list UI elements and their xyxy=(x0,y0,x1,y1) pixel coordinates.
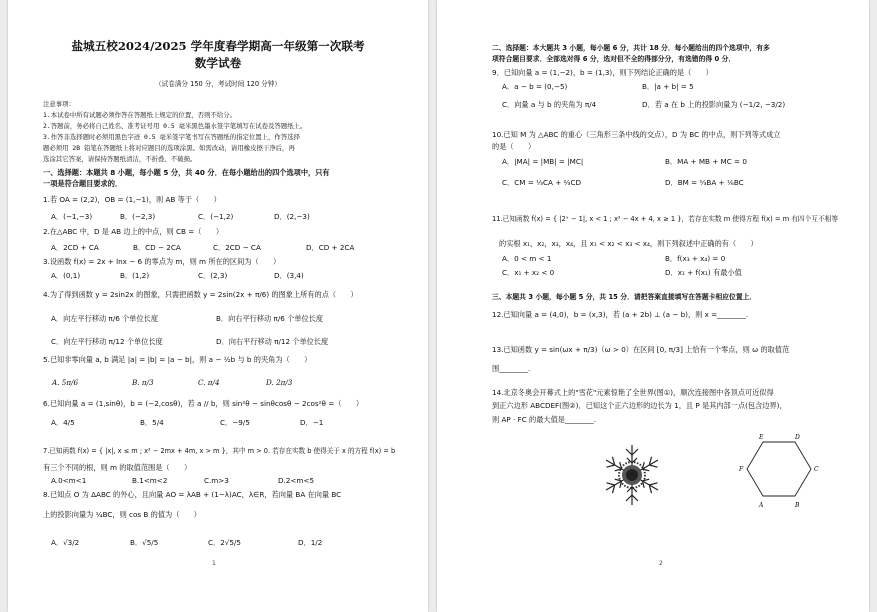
q7-option-a: A.0<m<1 xyxy=(51,476,87,485)
q6-option-d: D．−1 xyxy=(300,418,324,427)
q3-option-b: B．(1,2) xyxy=(120,271,150,280)
vertex-f-label: F xyxy=(739,466,744,473)
q5-option-d: D. 2π/3 xyxy=(266,378,293,387)
page-2 xyxy=(437,0,869,612)
question-7: 7.已知函数 f(x) = { |x|, x ≤ m ; x² − 2mx + 4m, x > m }，其中 m > 0. 若存在实数 b 使得关于 x 的方程 f(x) = b xyxy=(43,447,396,455)
q3-option-a: A．(0,1) xyxy=(51,271,81,280)
notice-line: 选涂其它答案，请保持答题纸清洁，不折叠、不破损。 xyxy=(43,155,197,163)
q5-option-a: A. 5π/6 xyxy=(52,378,79,387)
notice-line: 3.作答非选择题时必须用黑色字迹 0.5 毫米签字笔书写在答题纸的指定位置上，作答选择 xyxy=(43,133,300,141)
question-11-cont: 的实根 x₁，x₂，x₃，x₄，且 x₁ < x₂ < x₃ < x₄，则下列叙述中正确的有（ ） xyxy=(499,239,758,248)
q9-option-d: D．若 a 在 b 上的投影向量为 (−1/2, −3/2) xyxy=(642,100,786,109)
q6-option-c: C．−9/5 xyxy=(220,418,250,427)
notice-line: 1.本试卷中所有试题必须作答在答题纸上规定的位置，否则不给分。 xyxy=(43,111,237,119)
question-10-cont: 的是（ ） xyxy=(492,142,536,151)
q1-option-c: C．(−1,2) xyxy=(198,212,234,221)
q2-option-d: D．CD + 2CA xyxy=(306,243,355,252)
q7-option-c: C.m>3 xyxy=(204,476,229,485)
notice-line: 2.答题前，务必将自己姓名、准考证号用 0.5 毫米黑色墨水签字笔填写在试卷及答题纸上。 xyxy=(43,122,307,130)
question-8: 8.已知点 O 为 ΔABC 的外心，且向量 AO = λAB + (1−λ)AC，λ∈R，若向量 BA 在向量 BC xyxy=(43,490,342,499)
q10-option-d: D．BM = ⅓BA + ⅙BC xyxy=(665,178,744,187)
q8-option-a: A．√3/2 xyxy=(51,538,80,547)
exam-subtitle: 数学试卷 xyxy=(194,56,242,70)
page-1 xyxy=(8,0,428,612)
page-number: 1 xyxy=(212,560,216,567)
question-10: 10.已知 M 为 △ABC 的重心（三角形三条中线的交点），D 为 BC 的中点，则下列等式成立 xyxy=(492,130,781,139)
q6-option-a: A．4/5 xyxy=(51,418,75,427)
question-13-cont: 围________. xyxy=(492,364,531,373)
section-2-heading-cont: 项符合题目要求．全部选对得 6 分，选对但不全的得部分分，有选错的得 0 分． xyxy=(492,55,736,63)
q10-option-c: C．CM = ⅓CA + ⅔CD xyxy=(502,178,582,187)
question-12: 12.已知向量 a = (4,0)，b = (x,3)，若 (a + 2b) ⊥ (a − b)，则 x =________. xyxy=(492,310,749,319)
q3-option-c: C．(2,3) xyxy=(198,271,228,280)
section-1-heading: 一、选择题：本题共 8 小题，每小题 5 分，共 40 分．在每小题给出的四个选项中，只有 xyxy=(43,168,330,177)
q5-option-b: B. π/3 xyxy=(132,378,154,387)
hexagon-figure xyxy=(735,432,830,512)
q1-option-a: A．(−1,−3) xyxy=(51,212,93,221)
question-13: 13.已知函数 y = sin(ωx + π/3)（ω > 0）在区间 [0, π/3] 上恰有一个零点，则 ω 的取值范 xyxy=(492,345,790,354)
exam-info: （试卷满分 150 分，考试时间 120 分钟） xyxy=(155,80,281,88)
question-9: 9．已知向量 a = (1,−2)，b = (1,3)，则下列结论正确的是（ ） xyxy=(492,68,713,77)
vertex-a-label: A xyxy=(759,502,764,509)
question-2: 2.在△ABC 中，D 是 AB 边上的中点，则 CB =（ ） xyxy=(43,227,224,236)
section-1-heading-cont: 一项是符合题目要求的． xyxy=(43,179,123,188)
q1-option-d: D．(2,−3) xyxy=(274,212,310,221)
q4-option-d: D．向右平行移动 π/12 个单位长度 xyxy=(216,337,329,346)
question-7-cont: 有三个不同的根，则 m 的取值范围是（ ） xyxy=(43,463,192,472)
question-4: 4.为了得到函数 y = 2sin2x 的图象，只需把函数 y = 2sin(2x + π/6) 的图象上所有的点（ ） xyxy=(43,290,358,299)
section-2-heading: 二、选择题：本大题共 3 小题，每小题 6 分，共计 18 分．每小题给出的四个选项中，有多 xyxy=(492,44,770,52)
question-1: 1.若 OA = (2,2)，OB = (1,−1)，则 AB 等于（ ） xyxy=(43,195,221,204)
q9-option-c: C．向量 a 与 b 的夹角为 π/4 xyxy=(502,100,597,109)
question-3: 3.设函数 f(x) = 2x + lnx − 6 的零点为 m，则 m 所在的区间为（ ） xyxy=(43,257,281,266)
q8-option-d: D．1/2 xyxy=(298,538,323,547)
question-14: 14.北京冬奥会开幕式上的"雪花"元素惊艳了全世界(图①)，顺次连接图中各顶点可近似得 xyxy=(492,388,774,397)
q9-option-b: B．|a + b| = 5 xyxy=(642,82,694,91)
notice-line: 题必须用 2B 铅笔在答题纸上将对应题目的选项涂黑。如需改动，请用橡皮擦干净后，再 xyxy=(43,144,295,152)
q10-option-a: A．|MA| = |MB| = |MC| xyxy=(502,157,584,166)
vertex-e-label: E xyxy=(759,434,764,441)
q7-option-d: D.2<m<5 xyxy=(278,476,315,485)
page-number: 2 xyxy=(659,560,663,567)
vertex-b-label: B xyxy=(795,502,800,509)
q4-option-b: B．向右平行移动 π/6 个单位长度 xyxy=(216,314,324,323)
q6-option-b: B．5/4 xyxy=(140,418,164,427)
vertex-c-label: C xyxy=(814,466,819,473)
q2-option-a: A．2CD + CA xyxy=(51,243,99,252)
q11-option-a: A．0 < m < 1 xyxy=(502,254,552,263)
q10-option-b: B．MA + MB + MC = 0 xyxy=(665,157,747,166)
exam-title: 盐城五校2024/2025 学年度春学期高一年级第一次联考 xyxy=(71,39,365,53)
question-6: 6.已知向量 a = (1,sinθ)，b = (−2,cosθ)，若 a // b，则 sin²θ − sinθcosθ − 2cos²θ =（ ） xyxy=(43,399,364,408)
q11-option-b: B．f(x₃ + x₄) = 0 xyxy=(665,254,726,263)
question-5: 5.已知非零向量 a, b 满足 |a| = |b| = |a − b|，则 a − ½b 与 b 的夹角为（ ） xyxy=(43,355,312,364)
q2-option-c: C．2CD − CA xyxy=(213,243,261,252)
q9-option-a: A．a − b = (0,−5) xyxy=(502,82,568,91)
snowflake-figure xyxy=(597,440,667,510)
q4-option-a: A．向左平行移动 π/6 个单位长度 xyxy=(51,314,159,323)
q8-option-b: B．√5/5 xyxy=(130,538,159,547)
q8-option-c: C．2√5/5 xyxy=(208,538,241,547)
q11-option-c: C．x₁ + x₂ < 0 xyxy=(502,268,555,277)
q2-option-b: B．CD − 2CA xyxy=(133,243,181,252)
question-11: 11.已知函数 f(x) = { |2ˣ − 1|, x < 1 ; x² − 4x + 4, x ≥ 1 }，若存在实数 m 使得方程 f(x) = m 有四个互不相等 xyxy=(492,215,839,223)
question-14-cont-2: 则 AP · FC 的最大值是________. xyxy=(492,415,596,424)
question-8-cont: 上的投影向量为 ¼BC，则 cos B 的值为（ ） xyxy=(43,510,201,519)
q3-option-d: D．(3,4) xyxy=(274,271,304,280)
q4-option-c: C．向左平行移动 π/12 个单位长度 xyxy=(51,337,163,346)
notice-heading: 注意事项： xyxy=(43,100,75,108)
question-14-cont: 到正六边形 ABCDEF(图②)．已知这个正六边形的边长为 1，且 P 是其内部一点(包含边界)， xyxy=(492,401,787,410)
section-3-heading: 三、本题共 3 小题，每小题 5 分，共 15 分．请把答案直接填写在答题卡相应位置上． xyxy=(492,293,757,301)
vertex-d-label: D xyxy=(795,434,800,441)
q7-option-b: B.1<m<2 xyxy=(132,476,168,485)
q11-option-d: D．x₁ + f(x₁) 有最小值 xyxy=(665,268,742,277)
q5-option-c: C. π/4 xyxy=(198,378,220,387)
q1-option-b: B．(−2,3) xyxy=(120,212,156,221)
